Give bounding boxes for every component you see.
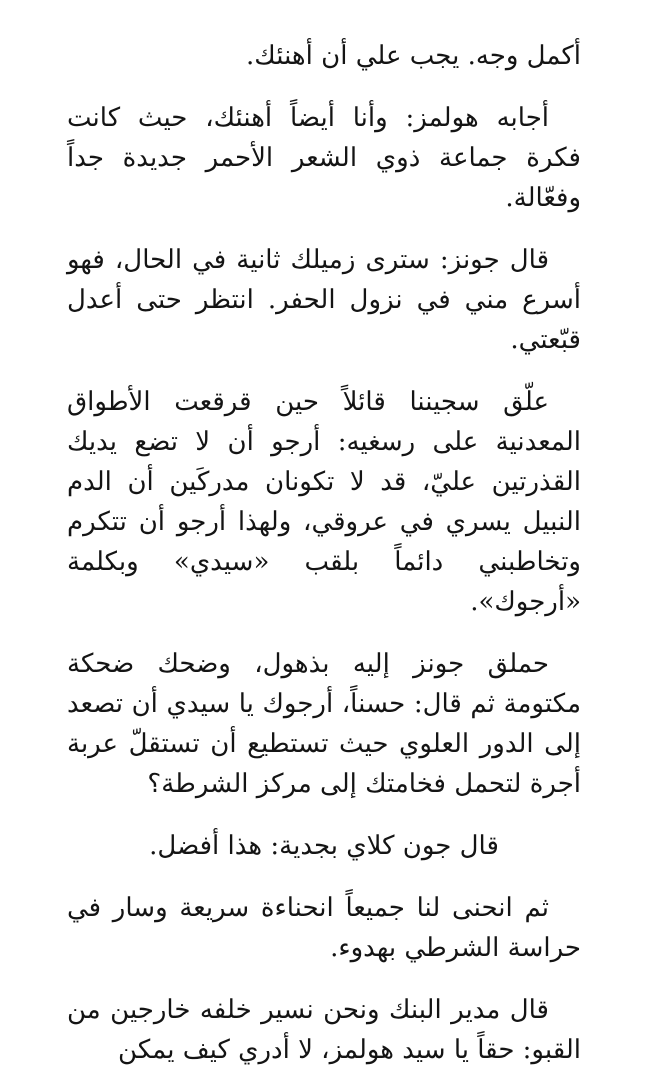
paragraph-6: قال جون كلاي بجدية: هذا أفضل. bbox=[149, 831, 499, 861]
paragraph-2: أجابه هولمز: وأنا أيضاً أهنئك، حيث كانت فكرة جماعة ذوي الشعر الأحمر جديدة جداً وفعّالة. bbox=[67, 103, 581, 213]
paragraph-8: قال مدير البنك ونحن نسير خلفه خارجين من القبو: حقاً يا سيد هولمز، لا أدري كيف يمكن bbox=[67, 995, 581, 1065]
paragraph-1: أكمل وجه. يجب علي أن أهنئك. bbox=[246, 41, 581, 71]
paragraph-7: ثم انحنى لنا جميعاً انحناءة سريعة وسار في حراسة الشرطي بهدوء. bbox=[67, 893, 581, 963]
paragraph-3: قال جونز: سترى زميلك ثانية في الحال، فهو أسرع مني في نزول الحفر. انتظر حتى أعدل قبّعتي. bbox=[67, 245, 581, 355]
book-page bbox=[67, 36, 581, 1092]
paragraph-5: حملق جونز إليه بذهول، وضحك ضحكة مكتومة ثم قال: حسناً، أرجوك يا سيدي أن تصعد إلى الدور العلوي حيث تستطيع أن تستقلّ عربة أجرة لتحمل فخامتك إلى مركز الشرطة؟ bbox=[67, 649, 581, 799]
paragraph-4: علّق سجيننا قائلاً حين قرقعت الأطواق المعدنية على رسغيه: أرجو أن لا تضع يديك القذرتين عليّ، قد لا تكونان مدركَين أن الدم النبيل يسري في عروقي، ولهذا أرجو أن تتكرم وتخاطبني دائماً بلقب «سيدي» وبكلمة «أرجوك». bbox=[67, 387, 581, 617]
